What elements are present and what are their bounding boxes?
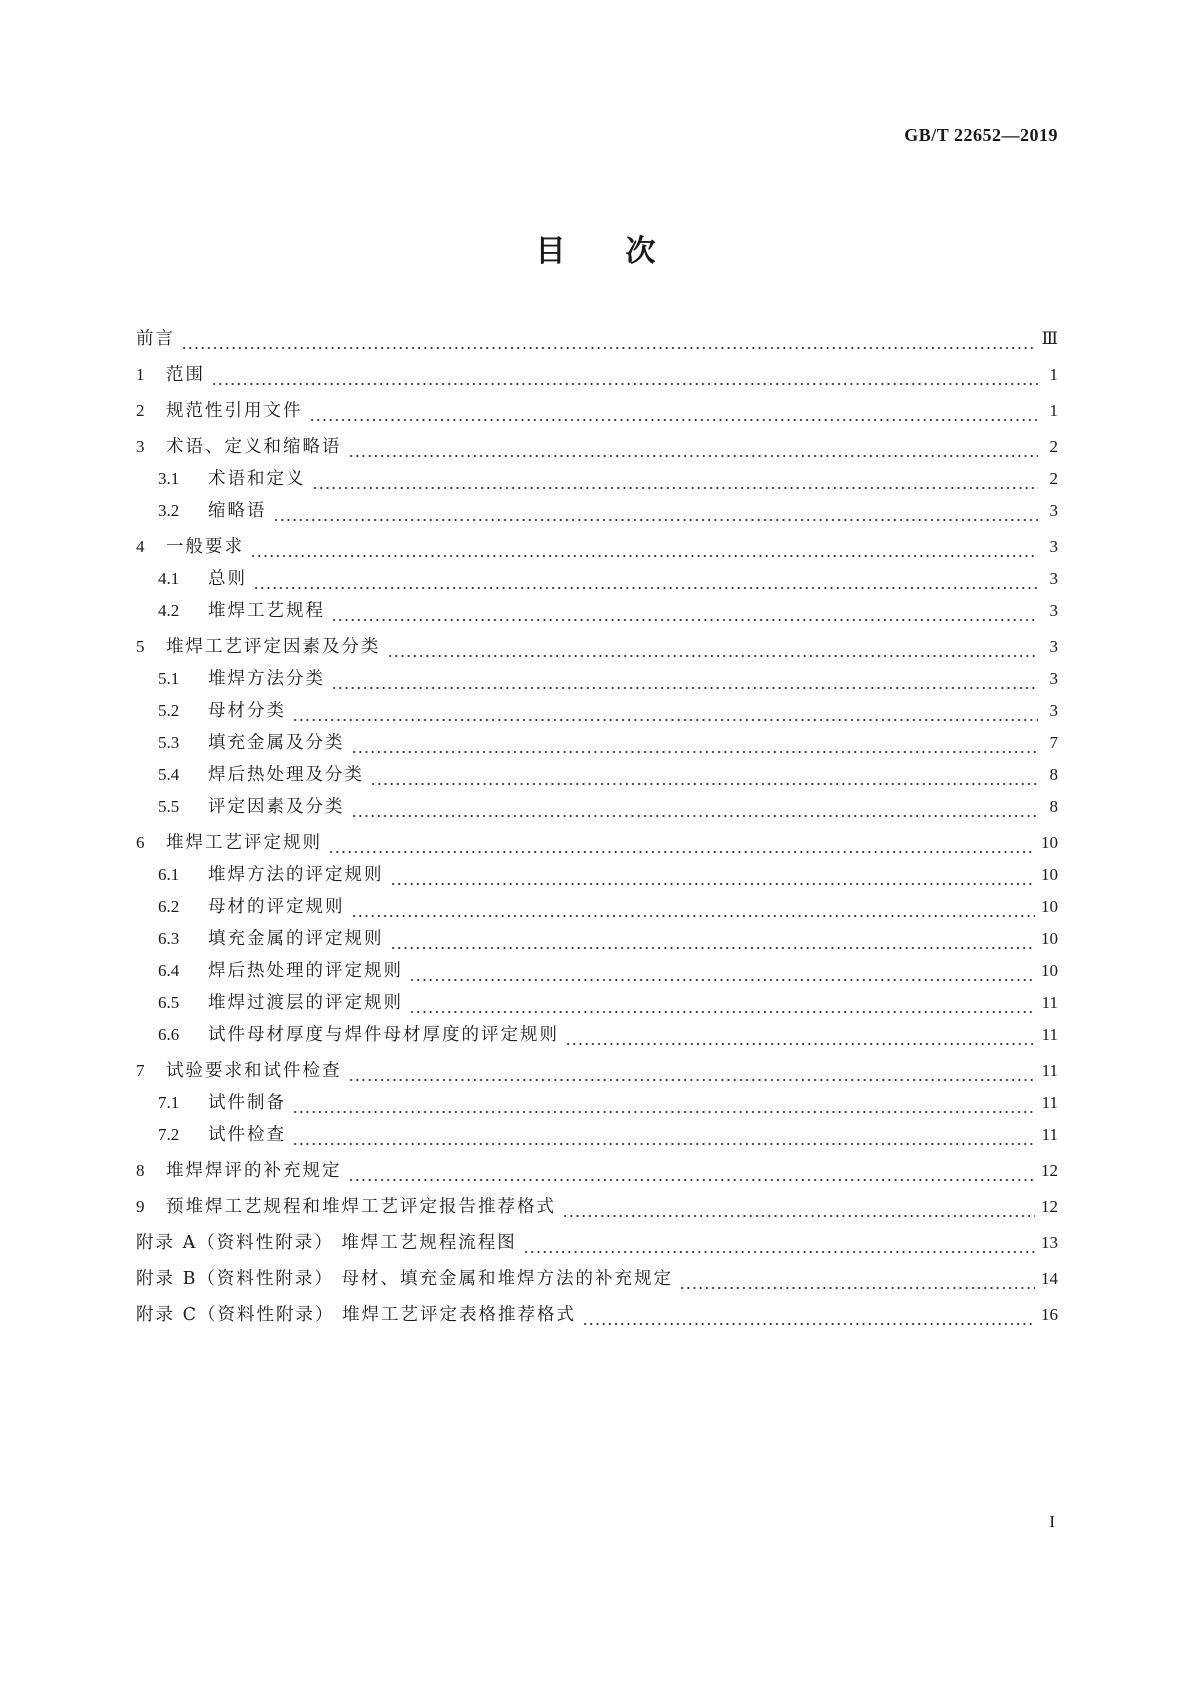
toc-entry-number: 4 [136, 537, 145, 556]
toc-entry-page: 11 [1041, 1061, 1058, 1080]
toc-leader-dots [562, 1214, 1035, 1218]
toc-entry[interactable] [136, 1121, 1058, 1153]
toc-leader-dots [390, 946, 1036, 950]
toc-leader-dots [565, 1042, 1036, 1046]
toc-entry-title: 规范性引用文件 [166, 401, 303, 421]
toc-entry-page: 11 [1041, 1025, 1058, 1044]
toc-entry-title: 堆焊过渡层的评定规则 [208, 993, 403, 1013]
toc-entry-number: 1 [136, 365, 145, 384]
toc-entry-title: 试件制备 [208, 1093, 286, 1113]
toc-entry-page: 3 [1049, 569, 1058, 588]
toc-leader-dots [331, 686, 1038, 690]
toc-entry[interactable] [136, 1229, 1058, 1261]
toc-entry-number: 5.4 [158, 765, 180, 784]
toc-entry-number: 5.5 [158, 797, 180, 816]
toc-entry-title: 母材的评定规则 [208, 897, 345, 917]
toc-entry-page: 3 [1049, 701, 1058, 720]
toc-entry-page: 7 [1049, 733, 1058, 752]
toc-entry[interactable] [136, 597, 1058, 629]
toc-leader-dots [390, 882, 1036, 886]
toc-entry-title: 母材分类 [208, 701, 286, 721]
toc-entry[interactable] [136, 697, 1058, 729]
toc-entry-number: 7.2 [158, 1125, 180, 1144]
toc-leader-dots [348, 1178, 1036, 1182]
toc-entry-page: 3 [1049, 637, 1058, 656]
toc-entry-title: 堆焊工艺规程 [208, 601, 325, 621]
toc-entry-title: 试验要求和试件检查 [166, 1061, 342, 1081]
toc-leader-dots [292, 718, 1038, 722]
toc-leader-dots [409, 978, 1035, 982]
toc-entry-title: 试件检查 [208, 1125, 286, 1145]
toc-entry-page: 11 [1041, 1093, 1058, 1112]
toc-entry[interactable] [136, 893, 1058, 925]
toc-leader-dots [181, 346, 1036, 350]
toc-entry[interactable] [136, 1089, 1058, 1121]
toc-entry-page: Ⅲ [1041, 329, 1058, 348]
toc-entry-page: 10 [1041, 961, 1058, 980]
toc-entry-number: 5 [136, 637, 145, 656]
toc-entry-title: 评定因素及分类 [208, 797, 345, 817]
toc-entry[interactable] [136, 325, 1058, 357]
toc-leader-dots [523, 1250, 1035, 1254]
toc-entry-number: 7.1 [158, 1093, 180, 1112]
toc-entry-page: 12 [1041, 1161, 1058, 1180]
toc-entry-title: 堆焊焊评的补充规定 [166, 1161, 342, 1181]
toc-leader-dots [253, 586, 1038, 590]
toc-entry-title: 堆焊方法分类 [208, 669, 325, 689]
toc-leader-dots [211, 382, 1038, 386]
toc-leader-dots [409, 1010, 1036, 1014]
toc-entry-title: 堆焊方法的评定规则 [208, 865, 384, 885]
toc-entry-page: 10 [1041, 865, 1058, 884]
toc-entry-title: 试件母材厚度与焊件母材厚度的评定规则 [208, 1025, 559, 1045]
toc-leader-dots [292, 1142, 1036, 1146]
toc-entry-title: 前言 [136, 329, 175, 349]
toc-entry-number: 5.3 [158, 733, 180, 752]
toc-leader-dots [582, 1322, 1035, 1326]
toc-entry-number: 7 [136, 1061, 145, 1080]
toc-entry[interactable] [136, 829, 1058, 861]
toc-leader-dots [312, 486, 1039, 490]
toc-entry[interactable] [136, 729, 1058, 761]
toc-entry-page: 1 [1049, 365, 1058, 384]
toc-entry-title: 附录 B（资料性附录） 母材、填充金属和堆焊方法的补充规定 [136, 1269, 673, 1289]
toc-entry-number: 8 [136, 1161, 145, 1180]
toc-entry-page: 8 [1049, 797, 1058, 816]
toc-entry-number: 6.3 [158, 929, 180, 948]
toc-leader-dots [309, 418, 1039, 422]
toc-leader-dots [331, 618, 1038, 622]
toc-entry[interactable] [136, 433, 1058, 465]
toc-entry-page: 2 [1049, 469, 1058, 488]
page-title: 目次 [535, 234, 716, 269]
toc-entry[interactable] [136, 497, 1058, 529]
toc-entry-title: 焊后热处理及分类 [208, 765, 364, 785]
toc-entry-number: 6.1 [158, 865, 180, 884]
toc-entry-title: 堆焊工艺评定因素及分类 [166, 637, 381, 657]
toc-leader-dots [351, 814, 1039, 818]
toc-entry-number: 9 [136, 1197, 145, 1216]
toc-entry-page: 8 [1049, 765, 1058, 784]
toc-entry[interactable] [136, 361, 1058, 393]
toc-entry-number: 3.1 [158, 469, 180, 488]
toc-entry-title: 预堆焊工艺规程和堆焊工艺评定报告推荐格式 [166, 1197, 556, 1217]
toc-entry-page: 1 [1049, 401, 1058, 420]
toc-leader-dots [370, 782, 1038, 786]
toc-entry-number: 4.2 [158, 601, 180, 620]
toc-entry-title: 总则 [208, 569, 247, 589]
toc-entry-title: 填充金属的评定规则 [208, 929, 384, 949]
toc-entry-number: 6.2 [158, 897, 180, 916]
toc-entry[interactable] [136, 989, 1058, 1021]
toc-entry-page: 14 [1041, 1269, 1058, 1288]
toc-entry-number: 6.4 [158, 961, 180, 980]
toc-entry-number: 3 [136, 437, 145, 456]
toc-entry[interactable] [136, 793, 1058, 825]
toc-entry-title: 填充金属及分类 [208, 733, 345, 753]
toc-entry-title: 焊后热处理的评定规则 [208, 961, 403, 981]
toc-entry-page: 16 [1041, 1305, 1058, 1324]
toc-leader-dots [348, 454, 1039, 458]
toc-entry[interactable] [136, 1021, 1058, 1053]
toc-entry-page: 11 [1041, 993, 1058, 1012]
toc-entry-page: 10 [1041, 929, 1058, 948]
toc-entry-number: 4.1 [158, 569, 180, 588]
toc-entry-title: 附录 C（资料性附录） 堆焊工艺评定表格推荐格式 [136, 1305, 577, 1325]
toc-entry[interactable] [136, 1265, 1058, 1297]
toc-entry[interactable] [136, 565, 1058, 597]
toc-leader-dots [292, 1110, 1036, 1114]
toc-entry-title: 附录 A（资料性附录） 堆焊工艺规程流程图 [136, 1233, 517, 1253]
toc-entry-number: 6.6 [158, 1025, 180, 1044]
toc-entry[interactable] [136, 1193, 1058, 1225]
toc-entry[interactable] [136, 533, 1058, 565]
toc-entry[interactable] [136, 957, 1058, 989]
document-code: GB/T 22652—2019 [904, 125, 1058, 145]
toc-leader-dots [273, 518, 1039, 522]
toc-entry-title: 堆焊工艺评定规则 [166, 833, 322, 853]
toc-entry-title: 范围 [166, 365, 205, 385]
toc-entry[interactable] [136, 665, 1058, 697]
toc-entry[interactable] [136, 1057, 1058, 1089]
toc-entry-page: 3 [1049, 669, 1058, 688]
table-of-contents [136, 325, 1058, 1333]
toc-entry-number: 3.2 [158, 501, 180, 520]
toc-entry-page: 11 [1041, 1125, 1058, 1144]
toc-entry-number: 6 [136, 833, 145, 852]
toc-entry-title: 术语、定义和缩略语 [166, 437, 342, 457]
toc-leader-dots [387, 654, 1039, 658]
toc-leader-dots [351, 914, 1036, 918]
toc-leader-dots [250, 554, 1038, 558]
toc-entry[interactable] [136, 861, 1058, 893]
toc-entry-title: 术语和定义 [208, 469, 306, 489]
toc-entry[interactable] [136, 1301, 1058, 1333]
toc-entry-page: 12 [1041, 1197, 1058, 1216]
toc-entry[interactable] [136, 465, 1058, 497]
page-number: I [1049, 1512, 1055, 1531]
toc-entry[interactable] [136, 1157, 1058, 1189]
toc-entry[interactable] [136, 925, 1058, 957]
toc-entry-number: 5.2 [158, 701, 180, 720]
toc-entry-number: 2 [136, 401, 145, 420]
toc-leader-dots [328, 850, 1035, 854]
toc-entry-page: 3 [1049, 501, 1058, 520]
toc-entry[interactable] [136, 397, 1058, 429]
toc-entry-page: 3 [1049, 537, 1058, 556]
toc-leader-dots [679, 1286, 1035, 1290]
toc-entry[interactable] [136, 761, 1058, 793]
toc-leader-dots [351, 750, 1039, 754]
toc-entry-page: 2 [1049, 437, 1058, 456]
toc-entry-number: 5.1 [158, 669, 180, 688]
toc-entry-page: 13 [1041, 1233, 1058, 1252]
toc-leader-dots [348, 1078, 1036, 1082]
toc-entry-title: 缩略语 [208, 501, 267, 521]
toc-entry-title: 一般要求 [166, 537, 244, 557]
toc-entry-page: 3 [1049, 601, 1058, 620]
toc-entry-page: 10 [1041, 833, 1058, 852]
toc-entry[interactable] [136, 633, 1058, 665]
toc-entry-number: 6.5 [158, 993, 180, 1012]
toc-entry-page: 10 [1041, 897, 1058, 916]
